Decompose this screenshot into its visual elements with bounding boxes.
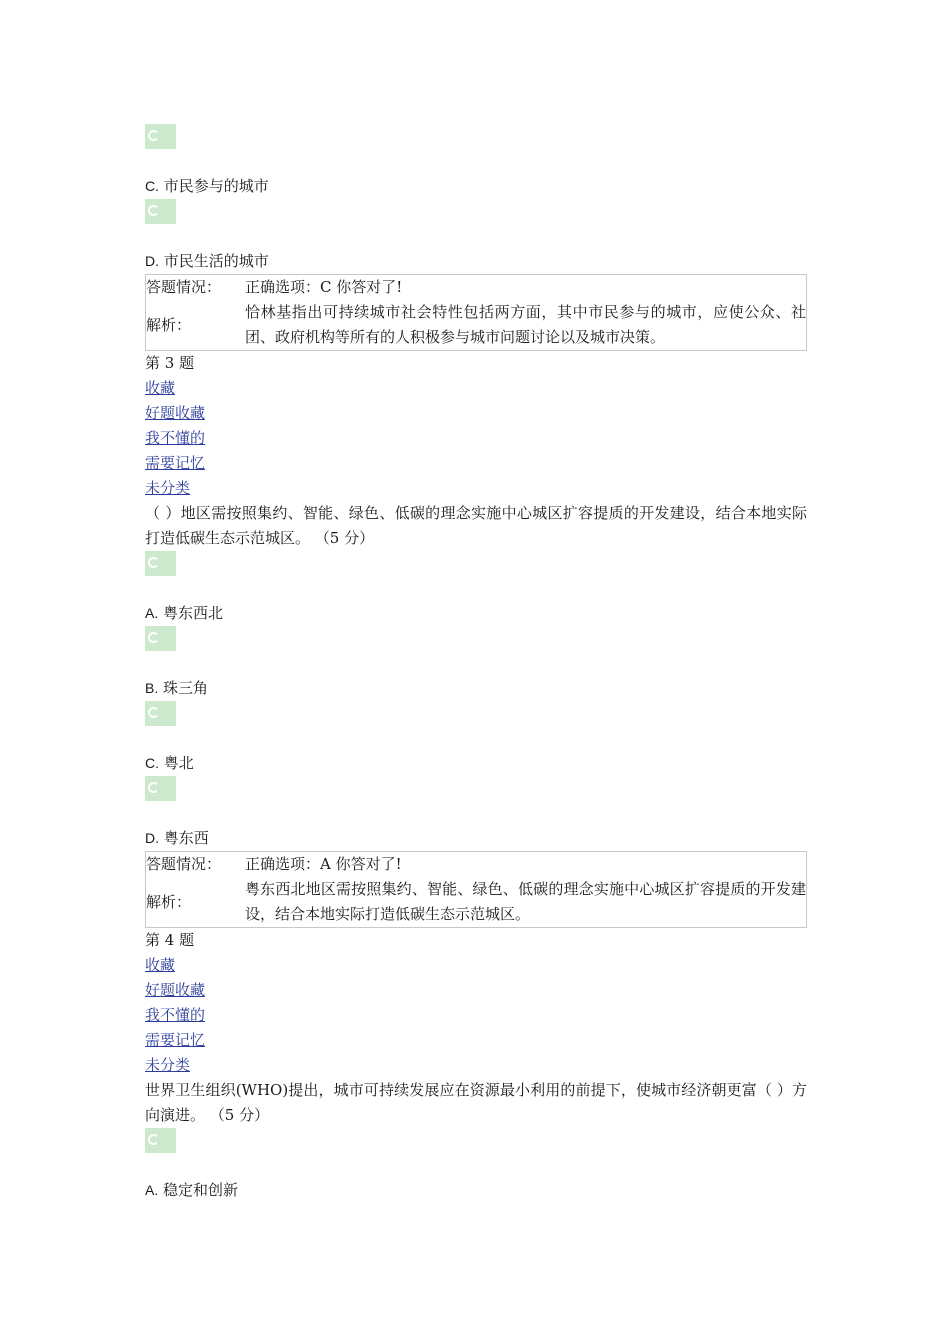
link-good-question[interactable]: 好题收藏	[145, 981, 206, 999]
spinner-icon	[148, 130, 159, 141]
spinner-icon	[148, 205, 159, 216]
option-radio[interactable]	[145, 776, 176, 801]
question-stem: （ ）地区需按照集约、智能、绿色、低碳的理念实施中心城区扩容提质的开发建设，结合本地实际打造低碳生态示范城区。 （5 分）	[145, 504, 807, 547]
spinner-icon	[148, 557, 159, 568]
result-label: 答题情况：	[146, 855, 222, 873]
spinner-icon	[148, 1134, 159, 1145]
option-d: D. 市民生活的城市	[145, 252, 269, 270]
analysis-text: 粤东西北地区需按照集约、智能、绿色、低碳的理念实施中心城区扩容提质的开发建设，结合本地实际打造低碳生态示范城区。	[245, 880, 806, 923]
option-b: B. 珠三角	[145, 679, 209, 697]
analysis-label: 解析：	[146, 315, 192, 334]
result-value: 正确选项：C 你答对了!	[245, 278, 403, 296]
link-dont-understand[interactable]: 我不懂的	[145, 429, 206, 447]
link-favorite[interactable]: 收藏	[145, 956, 176, 974]
option-a: A. 粤东西北	[145, 604, 224, 622]
option-a: A. 稳定和创新	[145, 1181, 239, 1199]
result-label: 答题情况：	[146, 278, 222, 296]
link-favorite[interactable]: 收藏	[145, 379, 176, 397]
analysis-label: 解析：	[146, 892, 192, 911]
option-radio[interactable]	[145, 199, 176, 224]
answer-result-table	[145, 851, 807, 928]
option-c: C. 市民参与的城市	[145, 177, 269, 195]
option-radio[interactable]	[145, 124, 176, 149]
option-d: D. 粤东西	[145, 829, 209, 847]
link-dont-understand[interactable]: 我不懂的	[145, 1006, 206, 1024]
quiz-page	[145, 0, 807, 1203]
question-title: 第 3 题	[145, 354, 195, 372]
option-c: C. 粤北	[145, 754, 194, 772]
question-stem: 世界卫生组织(WHO)提出，城市可持续发展应在资源最小利用的前提下，使城市经济朝更富（ ）方向演进。 （5 分）	[145, 1081, 807, 1124]
option-radio[interactable]	[145, 551, 176, 576]
analysis-text: 恰林基指出可持续城市社会特性包括两方面，其中市民参与的城市，应使公众、社团、政府机构等所有的人积极参与城市问题讨论以及城市决策。	[245, 303, 806, 346]
result-value: 正确选项：A 你答对了!	[245, 855, 402, 873]
link-need-memorize[interactable]: 需要记忆	[145, 1031, 206, 1049]
option-radio[interactable]	[145, 701, 176, 726]
spinner-icon	[148, 707, 159, 718]
link-good-question[interactable]: 好题收藏	[145, 404, 206, 422]
question-title: 第 4 题	[145, 931, 195, 949]
spinner-icon	[148, 632, 159, 643]
link-uncategorized[interactable]: 未分类	[145, 479, 191, 497]
answer-result-table	[145, 274, 807, 351]
link-uncategorized[interactable]: 未分类	[145, 1056, 191, 1074]
option-radio[interactable]	[145, 626, 176, 651]
spinner-icon	[148, 782, 159, 793]
link-need-memorize[interactable]: 需要记忆	[145, 454, 206, 472]
option-radio[interactable]	[145, 1128, 176, 1153]
